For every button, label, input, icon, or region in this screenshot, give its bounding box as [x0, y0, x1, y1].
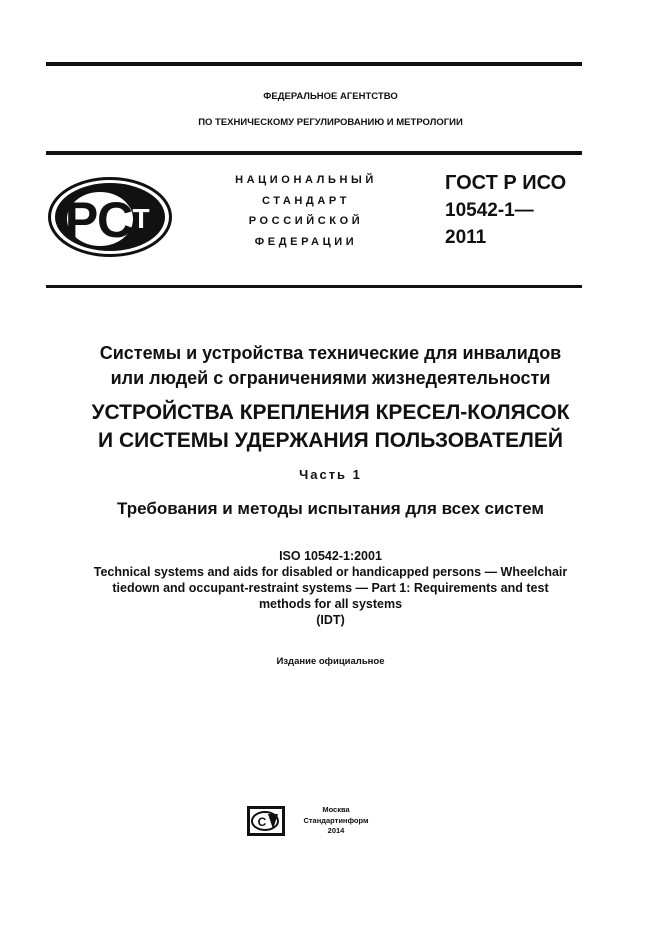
national-standard-label: [206, 170, 406, 252]
agency-line-2: ПО ТЕХНИЧЕСКОМУ РЕГУЛИРОВАНИЮ И МЕТРОЛОГИИ: [198, 117, 463, 128]
publisher-info: [286, 805, 386, 837]
publisher-city: Москва: [322, 805, 350, 814]
national-standard-line-4: ФЕДЕРАЦИИ: [254, 235, 358, 248]
agency-line-1: ФЕДЕРАЛЬНОЕ АГЕНТСТВО: [263, 91, 398, 102]
rst-mark-icon: [47, 176, 173, 258]
designation-line-3: 2011: [445, 227, 487, 248]
national-standard-line-2: СТАНДАРТ: [261, 194, 351, 207]
iso-number: ISO 10542-1:2001: [279, 549, 382, 563]
designation-line-1: ГОСТ Р ИСО: [445, 172, 567, 194]
publisher-year: 2014: [327, 826, 345, 835]
top-rule: [46, 62, 582, 66]
edition-label: Издание официальное: [276, 656, 385, 667]
standard-designation: [445, 170, 566, 251]
national-standard-line-3: РОССИЙСКОЙ: [248, 215, 364, 227]
main-title-line-1: УСТРОЙСТВА КРЕПЛЕНИЯ КРЕСЕЛ-КОЛЯСОК: [91, 401, 570, 424]
svg-text:Т: Т: [132, 203, 150, 234]
subtitle-line-2: или людей с ограничениями жизнедеятельности: [110, 368, 551, 388]
header-bottom-rule: [46, 285, 582, 288]
header-top-rule: [46, 151, 582, 155]
national-standard-line-1: НАЦИОНАЛЬНЫЙ: [235, 174, 377, 186]
iso-idt: (IDT): [316, 613, 345, 627]
designation-line-2: 10542-1—: [445, 200, 534, 221]
part-label: Часть 1: [299, 467, 362, 482]
svg-text:С: С: [257, 815, 267, 829]
iso-title-line-2: tiedown and occupant-restraint systems — Part 1: Requirements and test: [112, 581, 549, 595]
publisher-name: Стандартинформ: [303, 815, 369, 825]
svg-text:РС: РС: [64, 192, 134, 248]
main-title-line-2: И СИСТЕМЫ УДЕРЖАНИЯ ПОЛЬЗОВАТЕЛЕЙ: [98, 429, 563, 452]
iso-title-line-1: Technical systems and aids for disabled or handicapped persons — Wheelchair: [93, 565, 568, 579]
subtitle-line-1: Системы и устройства технические для инвалидов: [99, 343, 562, 363]
iso-title-line-3: methods for all systems: [258, 597, 403, 611]
standartinform-logo-icon: [246, 805, 286, 837]
requirements-title: Требования и методы испытания для всех систем: [116, 499, 544, 518]
